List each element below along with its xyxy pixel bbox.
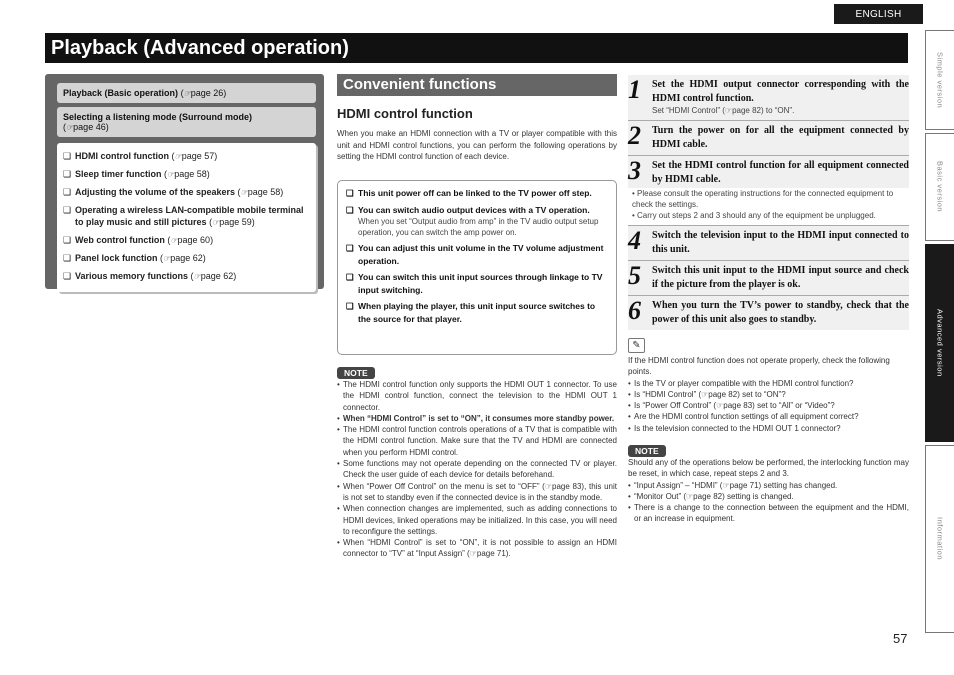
trouble-item: • Is “Power Off Control” (☞page 83) set to “All” or “Video”?: [628, 401, 835, 411]
step-note: • Carry out steps 2 and 3 should any of the equipment be unplugged.: [632, 211, 876, 220]
note-list: [337, 379, 617, 560]
ref-icon: ☞: [183, 89, 191, 98]
side-tab-simple[interactable]: Simple version: [925, 30, 954, 130]
note-right-item: • “Input Assign” – “HDMI” (☞page 71) setting has changed.: [628, 480, 838, 490]
note-right-text: [628, 457, 909, 525]
feature-item: ❏ You can switch this unit input sources through linkage to TV input switching.: [346, 272, 603, 295]
nav-panel: [45, 74, 324, 289]
checkbox-icon: ❏: [346, 272, 354, 282]
note-label: NOTE: [337, 363, 375, 381]
trouble-item: • Is the TV or player compatible with the HDMI control function?: [628, 378, 854, 388]
note-item: • When “HDMI Control” is set to “ON”, it consumes more standby power.: [337, 413, 615, 423]
side-tabs: [925, 30, 954, 633]
note-label-right: NOTE: [628, 441, 666, 459]
nav-item[interactable]: ❏ HDMI control function (☞page 57): [63, 151, 218, 161]
language-badge: ENGLISH: [834, 4, 923, 24]
checkbox-icon: ❏: [63, 187, 72, 197]
note-item: • When “Power Off Control” on the menu is set to “OFF” (☞page 83), this unit is not set to standby even if the connected device is in the standby mode.: [337, 481, 617, 502]
nav-item[interactable]: ❏ Panel lock function (☞page 62): [63, 253, 206, 263]
troubleshooting: [628, 355, 909, 434]
checkbox-icon: ❏: [346, 243, 354, 253]
nav-item[interactable]: ❏ Sleep timer function (☞page 58): [63, 169, 210, 179]
checkbox-icon: ❏: [63, 151, 72, 161]
step-note: • Please consult the operating instructions for the connected equipment to check the settings.: [632, 189, 894, 209]
nav-item[interactable]: ❏ Adjusting the volume of the speakers (☞page 58): [63, 187, 284, 197]
checkbox-icon: ❏: [346, 301, 354, 311]
checkbox-icon: ❏: [63, 169, 72, 179]
checkbox-icon: ❏: [63, 205, 72, 215]
nav-list: [57, 143, 316, 292]
nav-item[interactable]: ❏ Various memory functions (☞page 62): [63, 271, 237, 281]
note-right-intro: Should any of the operations below be performed, the interlocking function may be reset, in which case, repeat steps 2 and 3.: [628, 458, 909, 479]
step-3-notes: [628, 188, 909, 225]
side-tab-basic[interactable]: Basic version: [925, 133, 954, 241]
feature-list: [337, 180, 617, 355]
trouble-intro: If the HDMI control function does not operate properly, check the following points.: [628, 356, 890, 377]
section-title: Convenient functions: [337, 74, 617, 96]
nav-item[interactable]: ❏ Web control function (☞page 60): [63, 235, 214, 245]
trouble-item: • Is the television connected to the HDMI OUT 1 connector?: [628, 423, 841, 433]
step: 3 Set the HDMI control function for all equipment connected by HDMI cable.: [628, 155, 909, 188]
step: 2 Turn the power on for all the equipment connected by HDMI cable.: [628, 120, 909, 155]
checkbox-icon: ❏: [346, 188, 354, 198]
checkbox-icon: ❏: [63, 271, 72, 281]
checkbox-icon: ❏: [63, 235, 72, 245]
nav-link-basic-playback[interactable]: Playback (Basic operation) (☞page 26): [57, 83, 316, 103]
note-item: • The HDMI control function only supports the HDMI OUT 1 connector. To use the HDMI control function, connect the television to the HDMI OUT 1 connector.: [337, 380, 617, 412]
side-tab-information[interactable]: Information: [925, 445, 954, 633]
feature-item: ❏ When playing the player, this unit input source switches to the source for that player.: [346, 301, 596, 324]
note-right-item: • There is a change to the connection between the equipment and the HDMI, or an increase in equipment.: [628, 503, 909, 524]
ref-icon: ☞: [66, 123, 74, 132]
feature-item: ❏ This unit power off can be linked to the TV power off step.: [346, 188, 592, 198]
note-item: • Some functions may not operate depending on the connected TV or player. Check the user guide of each device for details beforehand.: [337, 459, 617, 480]
checkbox-icon: ❏: [63, 253, 72, 263]
feature-item: ❏ You can switch audio output devices with a TV operation. When you set “Output audio from amp” in the TV audio output setup operation, you can switch the amp power on.: [346, 204, 599, 237]
checkbox-icon: ❏: [346, 204, 354, 215]
subsection-title: HDMI control function: [337, 106, 473, 121]
memo-pencil-icon: ✎: [628, 338, 645, 353]
side-tab-advanced[interactable]: Advanced version: [925, 244, 954, 442]
trouble-item: • Is “HDMI Control” (☞page 82) set to “ON”?: [628, 389, 786, 399]
nav-link-surround-mode[interactable]: Selecting a listening mode (Surround mode) (☞page 46): [57, 107, 316, 137]
intro-text: When you make an HDMI connection with a TV or player compatible with this unit and HDMI control functions, you can perform the following operations by setting the HDMI control function of each device.: [337, 129, 617, 161]
trouble-item: • Are the HDMI control function settings of all equipment correct?: [628, 412, 859, 422]
step: 5 Switch this unit input to the HDMI input source and check if the picture from the player is ok.: [628, 260, 909, 295]
note-item: • When “HDMI Control” is set to “ON”, it is not possible to assign an HDMI connector to “TV” at “Input Assign” (☞page 71).: [337, 538, 617, 559]
step: 1 Set the HDMI output connector corresponding with the HDMI control function. Set “HDMI Control” (☞page 82) to “ON”.: [628, 75, 909, 120]
note-right-item: • “Monitor Out” (☞page 82) setting is changed.: [628, 491, 794, 501]
page-number: 57: [893, 631, 908, 646]
steps: [628, 75, 909, 330]
nav-item[interactable]: ❏ Operating a wireless LAN-compatible mobile terminal to play music and still pictures (☞page 59): [63, 205, 304, 227]
feature-item: ❏ You can adjust this unit volume in the TV volume adjustment operation.: [346, 243, 604, 266]
step: 4 Switch the television input to the HDMI input connected to this unit.: [628, 225, 909, 260]
note-item: • When connection changes are implemented, such as adding connections to HDMI devices, linked operations may be initialized. In this case, you will need to reconfigure the settings.: [337, 504, 617, 536]
page-title: Playback (Advanced operation): [45, 33, 908, 63]
step: 6 When you turn the TV’s power to standby, check that the power of this unit also goes to standby.: [628, 295, 909, 330]
note-item: • The HDMI control function controls operations of a TV that is compatible with the HDMI control function. Make sure that the TV and HDMI are connected when you perform HDMI control.: [337, 425, 617, 457]
